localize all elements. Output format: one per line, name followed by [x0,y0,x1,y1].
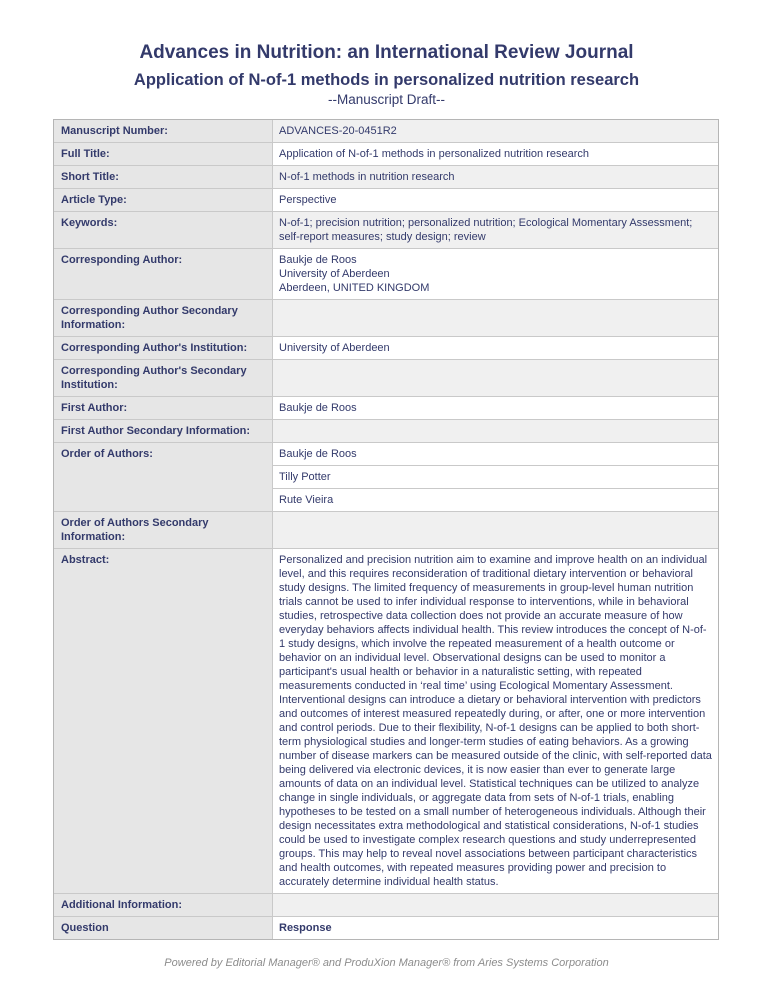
table-row [54,249,718,300]
page-header [0,0,773,107]
row-label: Corresponding Author's Secondary Institution: [54,360,273,396]
table-row [54,917,718,939]
row-value: N-of-1; precision nutrition; personalized nutrition; Ecological Momentary Assessment; self-report measures; study design; review [273,212,718,248]
row-value: Baukje de Roos [273,397,718,419]
author-subrow: Tilly Potter [273,466,718,489]
row-label: Order of Authors Secondary Information: [54,512,273,548]
row-label: Corresponding Author Secondary Information: [54,300,273,336]
row-value: ADVANCES-20-0451R2 [273,120,718,142]
value-line: Baukje de Roos [279,254,357,266]
row-label: Short Title: [54,166,273,188]
row-value [273,420,718,442]
author-subrow: Rute Vieira [279,494,334,506]
table-row [54,120,718,143]
row-label: Manuscript Number: [54,120,273,142]
table-row [54,337,718,360]
journal-title: Advances in Nutrition: an International Review Journal [139,42,634,63]
table-row [54,443,718,512]
row-label: Article Type: [54,189,273,211]
table-row [54,512,718,549]
table-row [54,143,718,166]
row-value: Personalized and precision nutrition aim to examine and improve health on an individual level, and this requires reconsideration of traditional dietary intervention or behavioral study designs. The limited frequency of measurements in group-level human nutrition trials cannot be used to infer individual response to interventions, while in behavioral studies, retrospective data collection does not provide an accurate measure of how everyday behaviors affects individual health. This review introduces the concept of N-of-1 study designs, which involve the repeated measurement of a health outcome or behavior on an individual level. Observational designs can be used to monitor a participant's usual health or behavior in a naturalistic setting, with repeated measurements conducted in ‘real time’ using Ecological Momentary Assessment. Interventional designs can introduce a dietary or behavioral intervention with predictors and outcomes of interest measured repeatedly during, or after, one or more intervention and control periods. Due to their flexibility, N-of-1 designs can be applied to both short-term physiological studies and longer-term studies of eating behaviors. As a growing number of disease markers can be measured outside of the clinic, with self-reported data being delivered via electronic devices, it is now easier than ever to generate large amounts of data on an individual level. Statistical techniques can be utilized to analyze change in single individuals, or aggregate data from sets of N-of-1 trials, enabling hypotheses to be tested on a small number of heterogeneous individuals. Although their design necessitates extra methodological and statistical considerations, N-of-1 studies could be used to investigate complex research questions and study underrepresented groups. This may help to reveal novel associations between participant characteristics and health outcomes, with repeated measures providing power and precision to accurately determine individual health status. [273,549,718,893]
row-label: Additional Information: [54,894,273,916]
row-value [273,300,718,336]
row-label: Corresponding Author's Institution: [54,337,273,359]
row-label: Order of Authors: [54,443,273,511]
row-label: Abstract: [54,549,273,893]
table-row [54,360,718,397]
row-label: Corresponding Author: [54,249,273,299]
row-value: Response [273,917,718,939]
row-label: First Author Secondary Information: [54,420,273,442]
manuscript-draft-label: --Manuscript Draft-- [327,92,445,107]
table-row [54,894,718,917]
table-row [54,397,718,420]
table-row [54,300,718,337]
row-label: First Author: [54,397,273,419]
row-value: Application of N-of-1 methods in personalized nutrition research [273,143,718,165]
manuscript-table [53,119,719,940]
row-value [273,360,718,396]
row-value [273,894,718,916]
table-row [54,549,718,894]
row-value [273,249,718,299]
footer-credit: Powered by Editorial Manager® and ProduXion Manager® from Aries Systems Corporation [164,957,609,969]
author-subrow: Baukje de Roos [273,443,718,466]
value-line: Aberdeen, UNITED KINGDOM [279,282,430,294]
table-row [54,166,718,189]
row-label: Full Title: [54,143,273,165]
row-value [273,512,718,548]
table-row [54,189,718,212]
value-line: University of Aberdeen [279,268,390,280]
row-value: University of Aberdeen [273,337,718,359]
row-value: N-of-1 methods in nutrition research [273,166,718,188]
table-row [54,212,718,249]
row-label: Keywords: [54,212,273,248]
table-row [54,420,718,443]
manuscript-title: Application of N-of-1 methods in personalized nutrition research [133,71,640,89]
row-label: Question [54,917,273,939]
row-value: Perspective [273,189,718,211]
row-value [273,443,718,511]
